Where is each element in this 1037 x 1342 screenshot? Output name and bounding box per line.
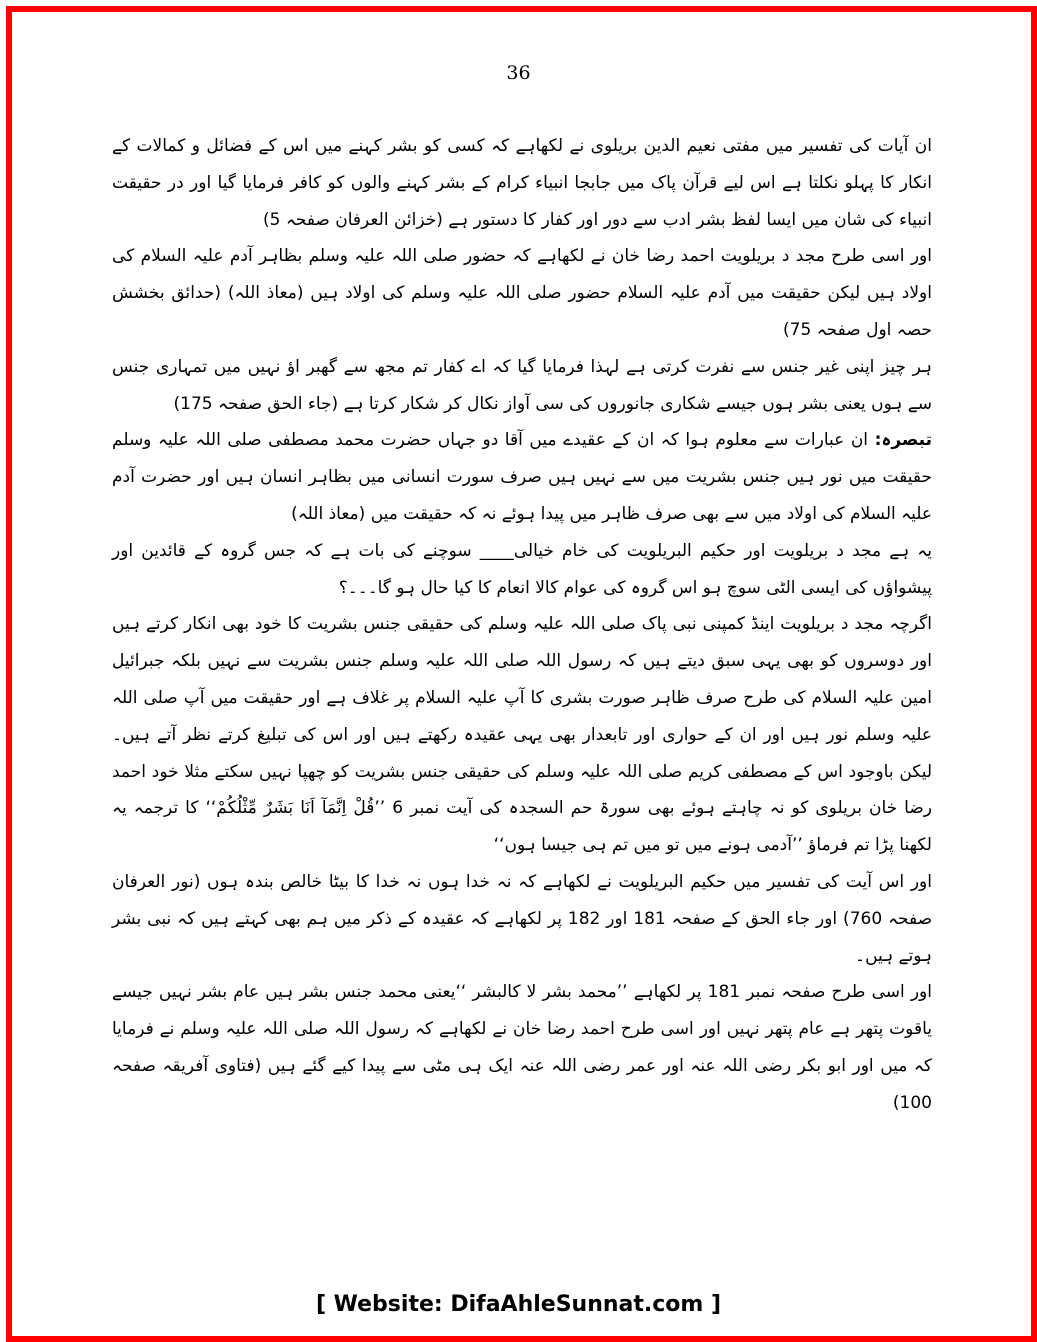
paragraph-hakeem-tafseer: اور اس آیت کی تفسیر میں حکیم البریلویت نے لکھاہے کہ نہ خدا ہوں نہ خدا کا بیٹا خالص بندہ ہوں (نور العرفان صفحہ 760) اور جاء الحق کے صفحہ 181 اور 182 پر لکھاہے کہ عقیدہ کے ذکر میں ہم بھی کہتے ہیں کہ نبی بشر ہوتے ہیں۔ [112, 871, 933, 966]
paragraph-jins: ہر چیز اپنی غیر جنس سے نفرت کرتی ہے لہذا فرمایا گیا کہ اے کفار تم مجھ سے گھبر اؤ نہیں میں تمہاری جنس سے ہوں یعنی بشر ہوں جیسے شکاری جانوروں کی سی آواز نکال کر شکار کرتا ہے (جاء الحق صفحہ 175) [112, 356, 932, 414]
paragraph-khaam-khayali: یہ ہے مجد د بریلویت اور حکیم البریلویت کی خام خیالی____ سوچنے کی بات ہے کہ جس گروہ کے قائدین اور پیشواؤں کی ایسی الٹی سوچ ہو اس گروہ کی عوام کالا انعام کا کیا حال ہو گا۔۔۔؟ [112, 540, 932, 598]
paragraph-bashariyat: اگرچہ مجد د بریلویت اینڈ کمپنی نبی پاک صلی اللہ علیہ وسلم کی حقیقی جنس بشریت کا خود بھی انکار کرتے ہیں اور دوسروں کو بھی یہی سبق دیتے ہیں کہ رسول اللہ صلی اللہ علیہ وسلم جنس بشریت سے نہیں بلکہ جبرائیل امین علیہ السلام کی طرح صرف ظاہر صورت بشری کا آپ علیہ السلام پر غلاف ہے اور حقیقت میں آپ صلی اللہ علیہ وسلم نور ہیں اور ان کے حواری اور تابعدار بھی یہی عقیدہ رکھتے ہیں اور اس کی تبلیغ کرتے نظر آتے ہیں۔ لیکن باوجود اس کے مصطفی کریم صلی اللہ علیہ وسلم کی حقیقی جنس بشریت کو چھپا نہیں سکتے مثلا خود احمد رضا خان بریلوی کو نہ چاہتے ہوئے بھی سورۃ حم السجدہ کی آیت نمبر 6 ’’قُلْ اِنَّمَآ اَنَا بَشَرٌ مِّثْلُكُمْ‘‘ کا ترجمہ یہ لکھنا پڑا تم فرماؤ ’’آدمی ہونے میں تو میں تم ہی جیسا ہوں‘‘ [112, 614, 932, 856]
paragraph-bashar-la-kalbashar: اور اسی طرح صفحہ نمبر 181 پر لکھاہے ’’محمد بشر لا کالبشر ‘‘یعنی محمد جنس بشر ہیں عام بشر نہیں جیسے یاقوت پتھر ہے عام پتھر نہیں اور اسی طرح احمد رضا خان نے لکھاہے کہ رسول اللہ صلی اللہ علیہ وسلم نے فرمایا کہ میں اور ابو بکر رضی اللہ عنہ اور عمر رضی اللہ عنہ ایک ہی مٹی سے پیدا کیے گئے ہیں (فتاوی آفریقہ صفحہ 100) [112, 982, 932, 1113]
tabsira-text: ان عبارات سے معلوم ہوا کہ ان کے عقیدے میں آقا دو جہاں حضرت محمد مصطفی صلی اللہ علیہ وسلم حقیقت میں نور ہیں جنس بشریت میں سے نہیں ہیں صرف سورت انسانی میں بظاہر انسان ہیں اور حضرت آدم علیہ السلام کی اولاد میں سے بھی صرف ظاہر میں پیدا ہوئے نہ کہ حقیقت میں (معاذ اللہ) [112, 430, 932, 524]
tabsira-label: تبصرہ: [874, 430, 932, 451]
paragraph-tabsira [112, 422, 932, 532]
page-number: 36 [506, 62, 531, 84]
document-body [112, 128, 932, 1122]
website-footer: [ Website: DifaAhleSunnat.com ] [315, 1292, 722, 1317]
paragraph-tafseer-naeem: ان آیات کی تفسیر میں مفتی نعیم الدین بریلوی نے لکھاہے کہ کسی کو بشر کہنے میں اس کے فضائل و کمالات کے انکار کا پہلو نکلتا ہے اس لیے قرآن پاک میں جابجا انبیاء کرام کے بشر کہنے والوں کو کافر فرمایا گیا اور در حقیقت انبیاء کی شان میں ایسا لفظ بشر ادب سے دور اور کفار کا دستور ہے (خزائن العرفان صفحہ 5) [112, 136, 932, 230]
paragraph-ahmad-raza: اور اسی طرح مجد د بریلویت احمد رضا خان نے لکھاہے کہ حضور صلی اللہ علیہ وسلم بظاہر آدم علیہ السلام کی اولاد ہیں لیکن حقیقت میں آدم علیہ السلام حضور صلی اللہ علیہ وسلم کی اولاد ہیں (معاذ اللہ) (حدائق بخشش حصہ اول صفحہ 75) [112, 246, 932, 340]
